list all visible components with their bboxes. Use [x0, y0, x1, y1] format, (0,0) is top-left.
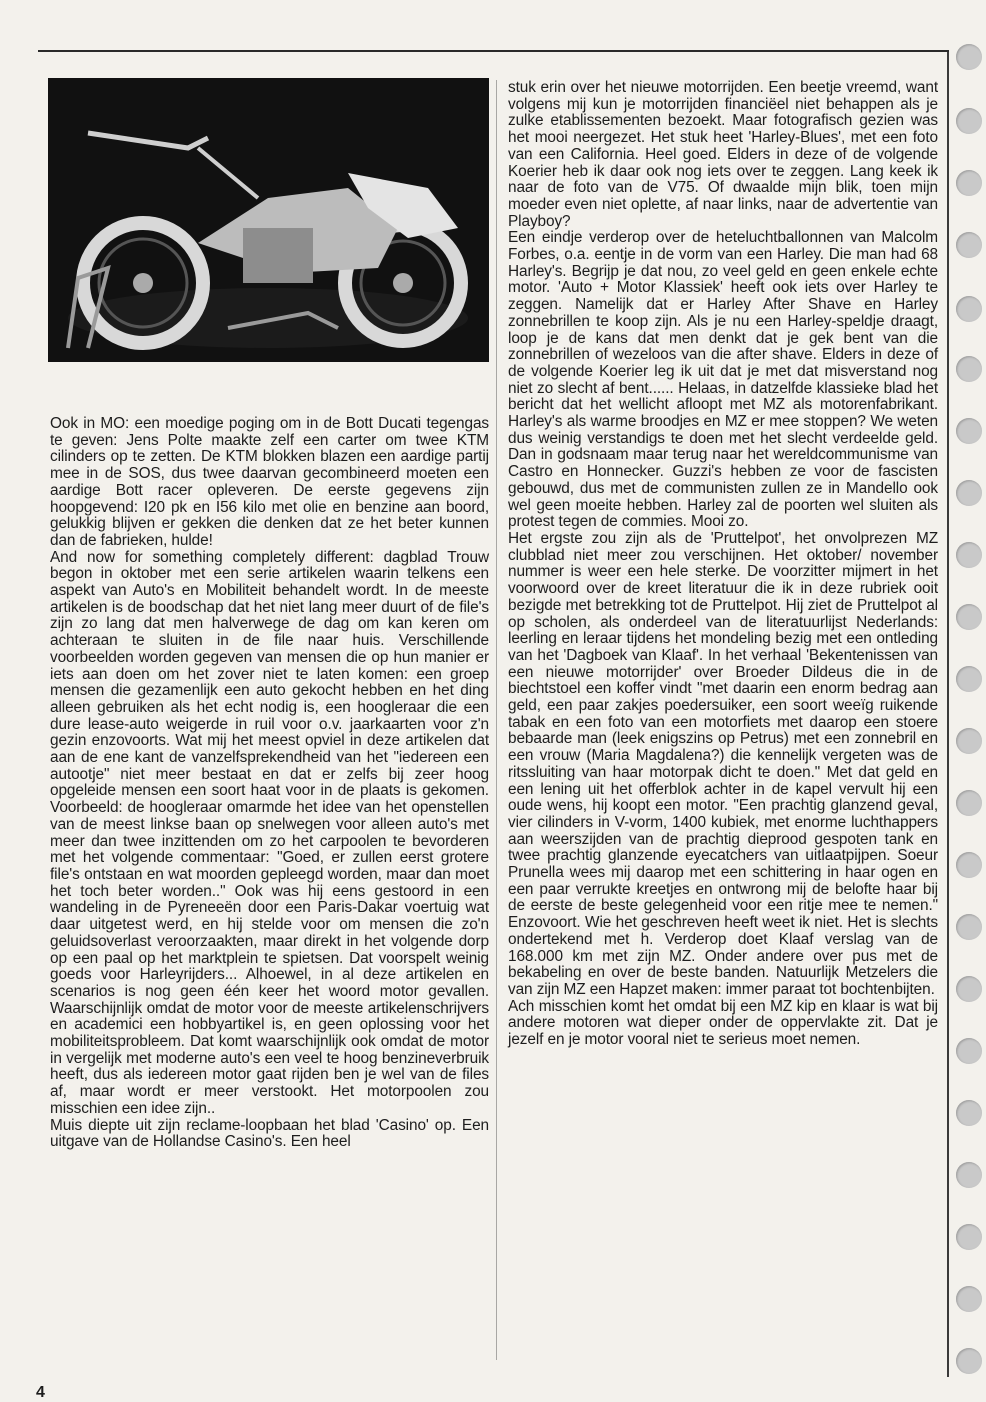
text-paragraph: Muis diepte uit zijn reclame-loopbaan het blad 'Casino' op. Een uitgave van de Hollandse Casino's. Een heel [50, 1116, 489, 1151]
text-paragraph: Het ergste zou zijn als de 'Pruttelpot', het onvolprezen MZ clubblad niet meer zou verschijnen. Het oktober/ november nummer is weer een hele sterke. De voorzitter mijmert in het voorwoord over de kreet literatuur die ik in deze rubriek ooit bezigde met betrekking tot de Pruttelpot. Hij ziet de Pruttelpot al op scholen, als onderdeel van de literatuurlijst Nederlands: leerling en leraar tijdens het mondeling bezig met een ontleding van het 'Dagboek van Klaaf'. In het verhaal 'Bekentenissen van een nieuwe motorrijder' over Broeder Dildeus die in de biechtstoel een koffer vindt "met daarin een enorm bedrag aan geld, een paar zakjes poedersuiker, een soort weeïg ruikende tabak en een foto van een motorfiets met daarop een stoere bebaarde man (leek enigszins op Petrus) met een zonnebril en een vrouw (Maria Magdalena?) die kennelijk vergeten was de ritssluiting van haar motorpak dicht te doen." Met dat geld en een lening uit het offerblok achter in de kapel vervult hij een oude wens, hij koopt een motor. "Een prachtig glanzend geval, vier cilinders in V-vorm, 1400 kubiek, met enorme luchthappers aan weerszijden van de prachtig dieprood gespoten tank en twee prachtig glanzende eyecatchers van uitlaatpijpen. Soeur Prunella wees mij daarop met een schittering in haar ogen en een paar verrukte kreetjes en ontwrong mij de belofte haar bij de eerste de beste gelegenheid voor een ritje mee te nemen." Enzovoort. Wie het geschreven heeft weet ik niet. Het is slechts ondertekend met h. Verderop doet Klaaf verslag van de 168.000 km met zijn MZ. Onder andere over pus met de bekabeling en over de beste banden. Natuurlijk Metzelers die van zijn MZ een Hapzet maken: immer paraat tot bochtenbijten. [508, 529, 938, 998]
binder-holes [950, 0, 986, 1402]
text-paragraph: stuk erin over het nieuwe motorrijden. Een beetje vreemd, want volgens mij kun je motorrijden financiëel niet behappen als je zulke etablissementen bezoekt. Maar fotografisch gezien was het mooi neergezet. Het stuk heet 'Harley-Blues', met een foto van een California. Heel goed. Elders in deze of de volgende Koerier heb ik daar ook nog iets over te zeggen. Lang keek ik naar de foto van de V75. Of dwaalde mijn blik, toen mijn moeder even niet oplette, af naar links, naar de advertentie van Playboy? [508, 79, 938, 230]
binder-hole [956, 914, 982, 940]
binder-hole [956, 542, 982, 568]
binder-hole [956, 604, 982, 630]
binder-hole [956, 480, 982, 506]
binder-hole [956, 170, 982, 196]
binder-hole [956, 1224, 982, 1250]
binder-hole [956, 790, 982, 816]
text-paragraph: Een eindje verderop over de heteluchtballonnen van Malcolm Forbes, o.a. eentje in de vorm van een Harley. Die man had 68 Harley's. Begrijp je dat nou, zo veel geld en geen enkele echte motor. 'Auto + Motor Klassiek' heeft ook iets over Harley te zeggen. Namelijk dat er Harley After Shave en Harley zonnebrillen te koop zijn. Als je nu een Harley-speldje draagt, loop je de kans dat men denkt dat je gek bent van die zonnebrillen of wezeloos van die after shave. Elders in deze of de volgende Koerier leg ik uit dat je met dat misverstand nog niet zo slecht af bent...... Helaas, in datzelfde klassieke blad het bericht dat het wellicht afloopt met MZ als motorenfabrikant. Harley's als warme broodjes en MZ er mee stoppen? We weten dus weinig verstandigs te doen met het slecht verdeelde geld. Dan in godsnaam maar terug naar het wereldcommunisme van Castro en Honnecker. Guzzi's hebben ze voor de fascisten gebouwd, dus met de communisten zullen ze in Mandello ook wel geen moeite hebben. Harley zal de poorten wel sluiten als protest tegen de commies. Mooi zo. [508, 229, 938, 531]
binder-hole [956, 1348, 982, 1374]
binder-hole [956, 1162, 982, 1188]
text-paragraph: And now for something completely different: dagblad Trouw begon in oktober met een serie artikelen waarin telkens een aspekt van Auto's en Mobiliteit behandelt wordt. In de meeste artikelen is de boodschap dat het niet lang meer duurt of de file's zijn zo lang dat men halverwege de dag om kan keren om achteraan te sluiten in de file naar huis. Verschillende voorbeelden worden gegeven van mensen die op hun manier er iets aan doen om het zover niet te laten komen: een groep mensen die gezamenlijk een auto gekocht hebben en het ding alleen gebruiken als het echt nodig is, een hoogleraar die een dure lease-auto weigerde in ruil voor o.v. jaarkaarten voor z'n gezin enzovoorts. Wat mij het meest opviel in deze artikelen dat aan de ene kant de vanzelfsprekendheid van het "iedereen een autootje" niet meer bestaat en dat er zelfs bij zeer hoog opgeleide mensen een soort haat voor in de plaats is gekomen. Voorbeeld: de hoogleraar omarmde het idee van het openstellen van de meest linkse baan op snelwegen voor alleen auto's met meer dan twee inzittenden om zo het carpoolen te bevorderen met het volgende commentaar: "Goed, er zullen eerst grotere file's ontstaan en wat moorden gepleegd worden, maar dan moet het toch beter worden.." Ook was hij eens gestoord in een wandeling in de Pyreneeën door een Paris-Dakar voertuig wat daar uitgetest werd, en hij stelde voor om mensen die zo'n geluidsoverlast veroorzaakten, maar direkt in het volgende dorp op een paal op het marktplein te spietsen. Dat voorspelt weinig goeds voor Harleyrijders... Alhoewel, in al deze artikelen en scenarios is nog geen één keer het woord motor gevallen. Waarschijnlijk omdat de motor voor de meeste artikelenschrijvers en academici een hobbyartikel is, en geen oplossing voor het mobiliteitsprobleem. Dat komt waarschijnlijk ook omdat de motor in vergelijk met moderne auto's een veel te hoog benzineverbruik heeft, dus als iedereen motor gaat rijden ben je wel van de files af, maar wordt er meer verstookt. Het motorpoolen zou misschien een idee zijn.. [50, 548, 489, 1117]
binder-hole [956, 852, 982, 878]
text-paragraph: Ach misschien komt het omdat bij een MZ kip en klaar is wat bij andere motoren wat dieper onder de oppervlakte zit. Dat je jezelf en je motor vooral niet te serieus moet nemen. [508, 997, 938, 1049]
binder-hole [956, 44, 982, 70]
binder-hole [956, 1100, 982, 1126]
page-number: 4 [36, 1384, 45, 1401]
binder-hole [956, 108, 982, 134]
binder-hole [956, 1286, 982, 1312]
right-column [508, 80, 938, 1049]
left-column [50, 416, 489, 1151]
binder-hole [956, 666, 982, 692]
caption-paragraph: Ook in MO: een moedige poging om in de Bott Ducati tegengas te geven: Jens Polte maakte zelf een carter om twee KTM cilinders op te zetten. De KTM blokken blazen een aardige partij mee in de SOS, dus twee daarvan gecombineerd moeten een aardige Bott racer opleveren. De eerste gegevens zijn hoopgevend: I20 pk en I56 kilo met olie en benzine aan boord, gelukkig blijven er gekken die denken dat ze het beter kunnen dan de fabrieken, hulde! [50, 415, 489, 549]
binder-hole [956, 728, 982, 754]
column-divider [496, 80, 497, 1360]
binder-hole [956, 296, 982, 322]
binder-hole [956, 1038, 982, 1064]
binder-hole [956, 418, 982, 444]
motorcycle-photo [48, 78, 489, 362]
binder-hole [956, 976, 982, 1002]
binder-hole [956, 356, 982, 382]
binder-hole [956, 232, 982, 258]
